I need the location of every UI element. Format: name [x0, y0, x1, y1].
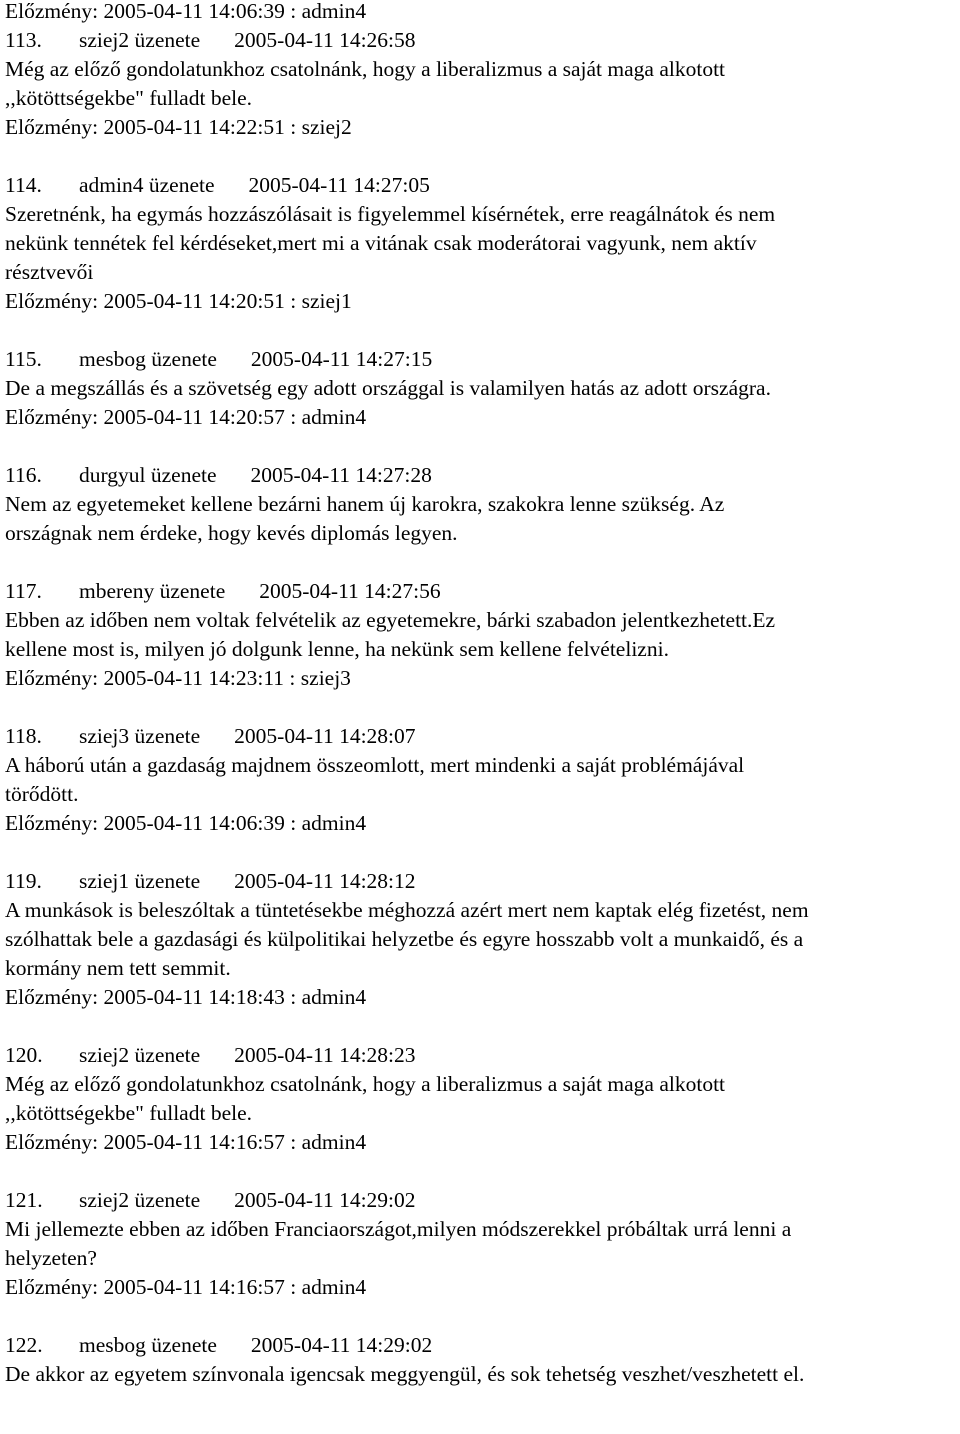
forum-thread [5, 0, 957, 1389]
previous-reference: Előzmény: 2005-04-11 14:06:39 : admin4 [5, 0, 367, 23]
message-body-line: Nem az egyetemeket kellene bezárni hanem új karokra, szakokra lenne szükség. Az [5, 492, 725, 516]
message-author: mesbog üzenete [79, 1333, 217, 1357]
message-body-line: Mi jellemezte ebben az időben Franciaországot,milyen módszerekkel próbáltak urrá lenni a [5, 1217, 792, 1241]
message-body-line: ,,kötöttségekbe" fulladt bele. [5, 86, 252, 110]
previous-reference: Előzmény: 2005-04-11 14:06:39 : admin4 [5, 811, 367, 835]
message-author: sziej2 üzenete [79, 28, 201, 52]
message-number: 120. [5, 1043, 43, 1067]
forum-message [5, 867, 957, 1012]
message-timestamp: 2005-04-11 14:28:23 [234, 1043, 416, 1067]
message-author: sziej3 üzenete [79, 724, 201, 748]
message-author: mesbog üzenete [79, 347, 217, 371]
message-number: 117. [5, 579, 42, 603]
message-header [5, 1186, 957, 1215]
message-header [5, 171, 957, 200]
previous-reference: Előzmény: 2005-04-11 14:16:57 : admin4 [5, 1130, 367, 1154]
message-body-line: Még az előző gondolatunkhoz csatolnánk, hogy a liberalizmus a saját maga alkotott [5, 57, 726, 81]
forum-message [5, 577, 957, 693]
message-header [5, 26, 957, 55]
previous-reference: Előzmény: 2005-04-11 14:20:57 : admin4 [5, 405, 367, 429]
forum-message [5, 722, 957, 838]
message-timestamp: 2005-04-11 14:29:02 [234, 1188, 416, 1212]
message-list [5, 26, 957, 1389]
message-author: sziej1 üzenete [79, 869, 201, 893]
message-body-line: ,,kötöttségekbe" fulladt bele. [5, 1101, 252, 1125]
message-body-line: A háború után a gazdaság majdnem összeomlott, mert mindenki a saját problémájával [5, 753, 745, 777]
message-number: 114. [5, 173, 42, 197]
message-body-line: kellene most is, milyen jó dolgunk lenne, ha nekünk sem kellene felvételizni. [5, 637, 669, 661]
message-body-line: helyzeten? [5, 1246, 97, 1270]
message-number: 118. [5, 724, 42, 748]
message-number: 119. [5, 869, 42, 893]
message-timestamp: 2005-04-11 14:26:58 [234, 28, 416, 52]
forum-message [5, 1041, 957, 1157]
message-body-line: Szeretnénk, ha egymás hozzászólásait is figyelemmel kísérnétek, erre reagálnátok és nem [5, 202, 776, 226]
message-author: sziej2 üzenete [79, 1188, 201, 1212]
forum-message [5, 345, 957, 432]
message-body-line: országnak nem érdeke, hogy kevés diplomás legyen. [5, 521, 458, 545]
message-body-line: De akkor az egyetem színvonala igencsak meggyengül, és sok tehetség veszhet/veszhetett el. [5, 1362, 805, 1386]
previous-reference: Előzmény: 2005-04-11 14:20:51 : sziej1 [5, 289, 352, 313]
message-body-line: Ebben az időben nem voltak felvételik az egyetemekre, bárki szabadon jelentkezhetett.Ez [5, 608, 776, 632]
message-header [5, 1041, 957, 1070]
message-header [5, 461, 957, 490]
forum-message [5, 26, 957, 142]
message-timestamp: 2005-04-11 14:27:15 [250, 347, 433, 371]
previous-reference: Előzmény: 2005-04-11 14:23:11 : sziej3 [5, 666, 351, 690]
message-author: sziej2 üzenete [79, 1043, 201, 1067]
message-body-line: kormány nem tett semmit. [5, 956, 231, 980]
message-header [5, 867, 957, 896]
message-header [5, 722, 957, 751]
forum-message [5, 171, 957, 316]
message-number: 116. [5, 463, 42, 487]
message-body-line: nekünk tennétek fel kérdéseket,mert mi a vitának csak moderátorai vagyunk, nem aktív [5, 231, 757, 255]
message-author: mbereny üzenete [79, 579, 226, 603]
forum-message [5, 1331, 957, 1389]
message-number: 113. [5, 28, 42, 52]
forum-message [5, 461, 957, 548]
previous-reference: Előzmény: 2005-04-11 14:22:51 : sziej2 [5, 115, 352, 139]
message-body-line: résztvevői [5, 260, 94, 284]
message-timestamp: 2005-04-11 14:27:28 [250, 463, 432, 487]
message-body-line: A munkások is beleszóltak a tüntetésekbe méghozzá azért mert nem kaptak elég fizetést, nem [5, 898, 809, 922]
message-timestamp: 2005-04-11 14:29:02 [250, 1333, 433, 1357]
forum-message [5, 1186, 957, 1302]
previous-reference: Előzmény: 2005-04-11 14:16:57 : admin4 [5, 1275, 367, 1299]
message-body-line: De a megszállás és a szövetség egy adott országgal is valamilyen hatás az adott országra. [5, 376, 771, 400]
message-header [5, 577, 957, 606]
message-timestamp: 2005-04-11 14:27:56 [259, 579, 441, 603]
message-number: 121. [5, 1188, 43, 1212]
message-timestamp: 2005-04-11 14:27:05 [248, 173, 430, 197]
message-body-line: törődött. [5, 782, 79, 806]
message-timestamp: 2005-04-11 14:28:07 [234, 724, 416, 748]
message-header [5, 345, 957, 374]
message-number: 122. [5, 1333, 43, 1357]
message-body-line: Még az előző gondolatunkhoz csatolnánk, hogy a liberalizmus a saját maga alkotott [5, 1072, 726, 1096]
message-body-line: szólhattak bele a gazdasági és külpolitikai helyzetbe és egyre hosszabb volt a munkaidő, és a [5, 927, 804, 951]
message-author: admin4 üzenete [79, 173, 215, 197]
message-number: 115. [5, 347, 42, 371]
message-author: durgyul üzenete [79, 463, 217, 487]
previous-reference: Előzmény: 2005-04-11 14:18:43 : admin4 [5, 985, 367, 1009]
message-header [5, 1331, 957, 1360]
message-timestamp: 2005-04-11 14:28:12 [234, 869, 416, 893]
